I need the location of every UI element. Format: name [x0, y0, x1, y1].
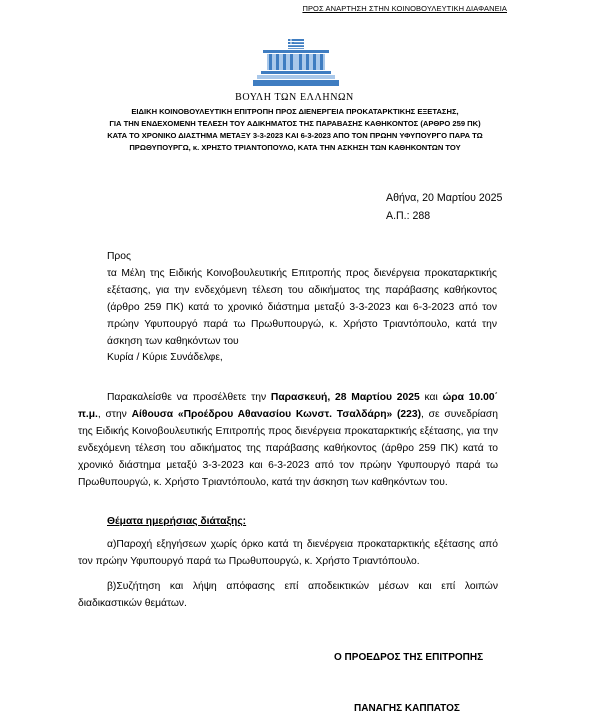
publication-note: ΠΡΟΣ ΑΝΑΡΤΗΣΗ ΣΤΗΝ ΚΟΙΝΟΒΟΥΛΕΥΤΙΚΗ ΔΙΑΦΑΝΕΙΑ [302, 4, 507, 13]
meeting-day: Παρασκευή, 28 Μαρτίου 2025 [270, 392, 420, 403]
salutation: Κυρία / Κύριε Συνάδελφε, [107, 352, 223, 363]
meeting-time: ώρα 10.00΄ π.μ. [78, 392, 498, 420]
body-text: και [419, 392, 443, 403]
institution-name: ΒΟΥΛΗ ΤΩΝ ΕΛΛΗΝΩΝ [235, 92, 354, 103]
dateline [386, 189, 502, 225]
committee-title-line: ΓΙΑ ΤΗΝ ΕΝΔΕΧΟΜΕΝΗ ΤΕΛΕΣΗ ΤΟΥ ΑΔΙΚΗΜΑΤΟΣ ΤΗΣ ΠΑΡΑΒΑΣΗΣ ΚΑΘΗΚΟΝΤΟΣ (ΑΡΘΡΟ 259 ΠΚ) [109, 119, 481, 128]
invitation-paragraph [78, 389, 498, 491]
protocol-number: Α.Π.: 288 [386, 210, 431, 222]
signer-name: ΠΑΝΑΓΗΣ ΚΑΠΠΑΤΟΣ [354, 703, 460, 714]
body-text: , σε συνεδρίαση της Ειδικής Κοινοβουλευτικής Επιτροπής προς διενέργεια προκαταρκτικής εξέτασης, για την ενδεχόμενη τέλεση του αδικήματος της παράβασης καθήκοντος (άρθρο 259 ΠΚ) κατά το χρονικό διάστημα μεταξύ 3-3-2023 και 6-3-2023 από τον πρώην Υφυπουργό παρά τω Πρωθυπουργώ, κ. Χρήστο Τριαντόπουλο, κατά την άσκηση των καθηκόντων του. [78, 409, 498, 488]
agenda-heading: Θέματα ημερήσιας διάταξης: [107, 516, 247, 527]
body-text: , στην [97, 409, 132, 420]
agenda-item-a [78, 536, 498, 570]
agenda-item-text: α)Παροχή εξηγήσεων χωρίς όρκο κατά τη διενέργεια προκαταρκτικής εξέτασης από τον πρώην Υφυπουργό παρά τω Πρωθυπουργώ, κ. Χρήστο Τριαντόπουλο. [78, 539, 498, 567]
agenda-item-b [78, 578, 498, 612]
parliament-logo [253, 36, 339, 88]
recipients: τα Μέλη της Ειδικής Κοινοβουλευτικής Επιτροπής προς διενέργεια προκαταρκτικής εξέτασης, για την ενδεχόμενη τέλεση του αδικήματος της παράβασης καθήκοντος (άρθρο 259 ΠΚ) κατά το χρονικό διάστημα μεταξύ 3-3-2023 και 6-3-2023 από τον πρώην Υφυπουργό παρά τω Πρωθυπουργώ, κ. Χρήστο Τριαντόπουλο, κατά την άσκηση των καθηκόντων του [107, 268, 497, 347]
committee-title-line: ΚΑΤΑ ΤΟ ΧΡΟΝΙΚΟ ΔΙΑΣΤΗΜΑ ΜΕΤΑΞΥ 3-3-2023 ΚΑΙ 6-3-2023 ΑΠΟ ΤΟΝ ΠΡΩΗΝ ΥΦΥΠΟΥΡΓΟ ΠΑΡΑ ΤΩ [107, 131, 483, 140]
place-date: Αθήνα, 20 Μαρτίου 2025 [386, 192, 503, 204]
signer-title: Ο ΠΡΟΕΔΡΟΣ ΤΗΣ ΕΠΙΤΡΟΠΗΣ [334, 652, 484, 663]
body-text: Παρακαλείσθε να προσέλθετε την [107, 392, 271, 403]
committee-title-line: ΕΙΔΙΚΗ ΚΟΙΝΟΒΟΥΛΕΥΤΙΚΗ ΕΠΙΤΡΟΠΗ ΠΡΟΣ ΔΙΕΝΕΡΓΕΙΑ ΠΡΟΚΑΤΑΡΚΤΙΚΗΣ ΕΞΕΤΑΣΗΣ, [131, 107, 459, 116]
committee-title-line: ΠΡΩΘΥΠΟΥΡΓΩ, κ. ΧΡΗΣΤΟ ΤΡΙΑΝΤΟΠΟΥΛΟ, ΚΑΤΑ ΤΗΝ ΑΣΚΗΣΗ ΤΩΝ ΚΑΘΗΚΟΝΤΩΝ ΤΟΥ [129, 143, 461, 152]
to-label: Προς [107, 251, 131, 262]
committee-title [60, 106, 530, 154]
agenda-item-text: β)Συζήτηση και λήψη απόφασης επί αποδεικτικών μέσων και επί λοιπών διαδικαστικών θεμάτων. [78, 581, 498, 609]
meeting-room: Αίθουσα «Προέδρου Αθανασίου Κωνστ. Τσαλδάρη» (223) [131, 409, 422, 420]
